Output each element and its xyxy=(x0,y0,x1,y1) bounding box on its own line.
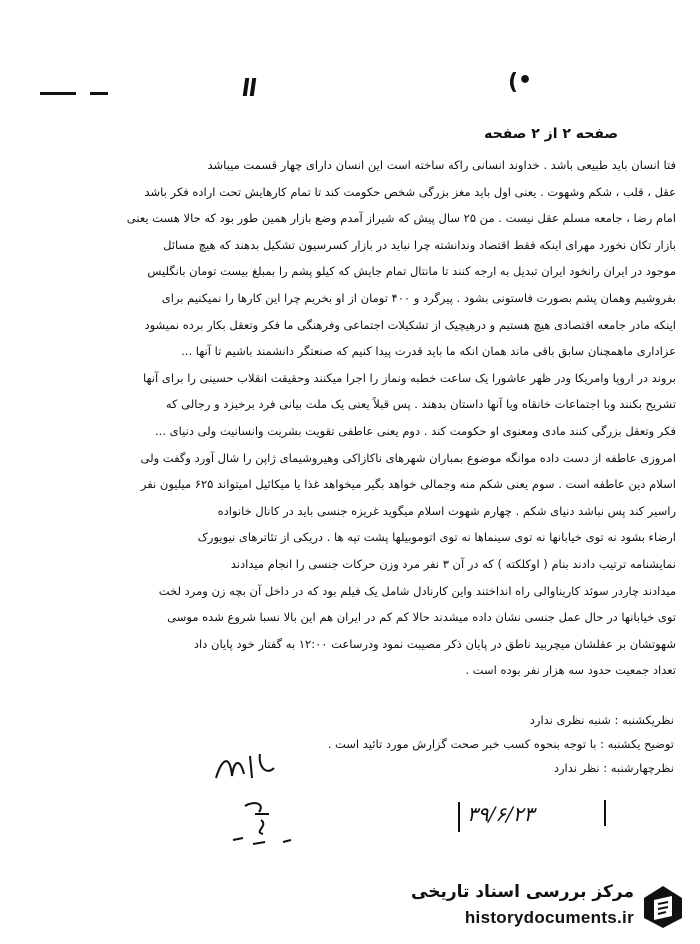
footer-watermark xyxy=(398,878,688,936)
dash-mark xyxy=(40,92,76,95)
text-line: عقل ، قلب ، شکم وشهوت . یعنی اول باید مغز بزرگی شخص حکومت کند تا تمام کارهایش تحت اراده فکر باشد xyxy=(144,184,676,199)
page-heading: صفحه ۲ از ۲ صفحه xyxy=(484,126,618,142)
footer-title: مرکز بررسی اسناد تاریخی xyxy=(411,882,634,902)
notes-section xyxy=(328,708,674,780)
archive-logo-icon xyxy=(642,884,684,930)
bracket-mark: ( xyxy=(508,70,519,95)
text-line: شهوتشان بر عقلشان میچربید ناطق در پایان ذکر مصیبت نمود ودرساعت ۱۲:۰۰ به گفتار خود پایان داد xyxy=(193,636,676,651)
initials-mark xyxy=(225,800,315,848)
note-line: نظریکشنبه : شنبه نظری ندارد xyxy=(529,713,674,727)
text-line: بروند در اروپا وامریکا ودر ظهر عاشورا یک ساعت خطبه ونماز را اجرا میکنند وحقیقت انقلاب حسینی را برای آنها xyxy=(142,370,676,385)
dot-mark: • xyxy=(518,68,533,93)
text-line: تعداد جمعیت حدود سه هزار نفر بوده است . xyxy=(465,663,676,678)
text-line: موجود در ایران رانخود ایران تبدیل به ارجه کنند تا مانتال تمام جایش که کیلو پشم را بمبلغ بیست تومان بانگلیس xyxy=(147,264,676,279)
handwritten-signature xyxy=(210,748,280,788)
text-line: عزاداری ماهمچنان سابق باقی ماند همان انکه ما باید قدرت پیدا کنیم که صنعتگر دانشمند باشیم تا آنها ... xyxy=(181,344,676,359)
text-line: اینکه مادر جامعه اقتصادی هیچ هستیم و درهیچیک از تشکیلات اجتماعی وفرهنگی ما فکر وتعقل بکار برده نمیشود xyxy=(144,317,676,332)
tick-mark xyxy=(250,78,257,96)
text-line: ارضاء بشود نه توی خیابانها نه توی سینماها نه توی اتوموبیلها پشت تپه ها . دریکی از تئاترهای نیویورک xyxy=(197,530,676,545)
text-line: اسلام دین عاطفه است . سوم یعنی شکم منه وجمالی خواهد بگیر میخواهد غذا یا میکائیل امیتواند ۶۲۵ میلیون نفر xyxy=(140,477,676,492)
text-line: امام رضا ، جامعه مسلم عقل نیست . من ۲۵ سال پیش که شیراز آمدم وضع بازار همین طور بود که حالا هست یعنی xyxy=(126,211,676,226)
note-line: نظرچهارشنبه : نظر ندارد xyxy=(553,761,674,775)
text-line: میدادند چاردر سوئد کاریناوالی راه انداختند واین کارنادل شامل یک فیلم بود که در داخل آن بچه زن ومرد لخت xyxy=(158,583,676,598)
text-line: فکر وتعقل بزرگی کنند مادی ومعنوی او حکومت کند . دوم یعنی عاطفی تقویت بشریت وانسانیت ولی دنیای ... xyxy=(155,423,676,438)
dash-mark xyxy=(90,92,108,95)
header-marks xyxy=(0,64,700,104)
text-line: فتا انسان باید طبیعی باشد . خداوند انسانی راکه ساخته است این انسان دارای چهار قسمت میباشد xyxy=(207,158,676,172)
note-line: توضیح یکشنبه : با توجه بنحوه کسب خبر صحت گزارش مورد تائید است . xyxy=(327,737,674,751)
tick-mark xyxy=(243,78,250,96)
text-line: نمایشنامه ترتیب دادند بنام ( اوکلکته ) که در آن ۳ نفر مرد وزن حرکات جنسی را انجام میدادند xyxy=(230,556,676,571)
document-body xyxy=(28,152,676,684)
text-line: امروزی عاطفه از دست داده موانگه موضوع بمباران شهرهای ناکازاکی وهیروشیمای ژاپن را شال آورد وگفت ولی xyxy=(140,450,676,465)
stamp-number xyxy=(455,796,610,836)
text-line: تشریح بکنند وبا اجتماعات خانقاه ویا آنها داستان بدهند . پس قبلاً یعنی یک ملت بیانی فرد برخیزد و رجالی که xyxy=(165,397,676,412)
text-line: بازار تکان نخورد مهرای اینکه فقط اقتصاد وندانشته چرا نباید در بازار کسرسیون تشکیل بدهند که هیچ مسائل xyxy=(163,237,676,252)
text-line: بفروشیم وهمان پشم بصورت فاستونی بشود . پیرگرد و ۴۰۰ تومان از او بخریم چرا این کارها را نمیکنیم برای xyxy=(161,290,676,305)
text-line: توی خیابانها در حال عمل جنسی نشان داده میشدند حالا کم کم در ایران هم این بالا نسبا شروع شده موسی xyxy=(167,610,676,625)
footer-url[interactable]: historydocuments.ir xyxy=(464,908,634,927)
stamp-number-text: ۳۹/۶/۲۳ xyxy=(467,802,535,826)
text-line: راسیر کند پس نباشد دنیای شکم . چهارم شهوت اسلام میگوید غریزه جنسی باید در کانال خانواده xyxy=(217,503,676,518)
